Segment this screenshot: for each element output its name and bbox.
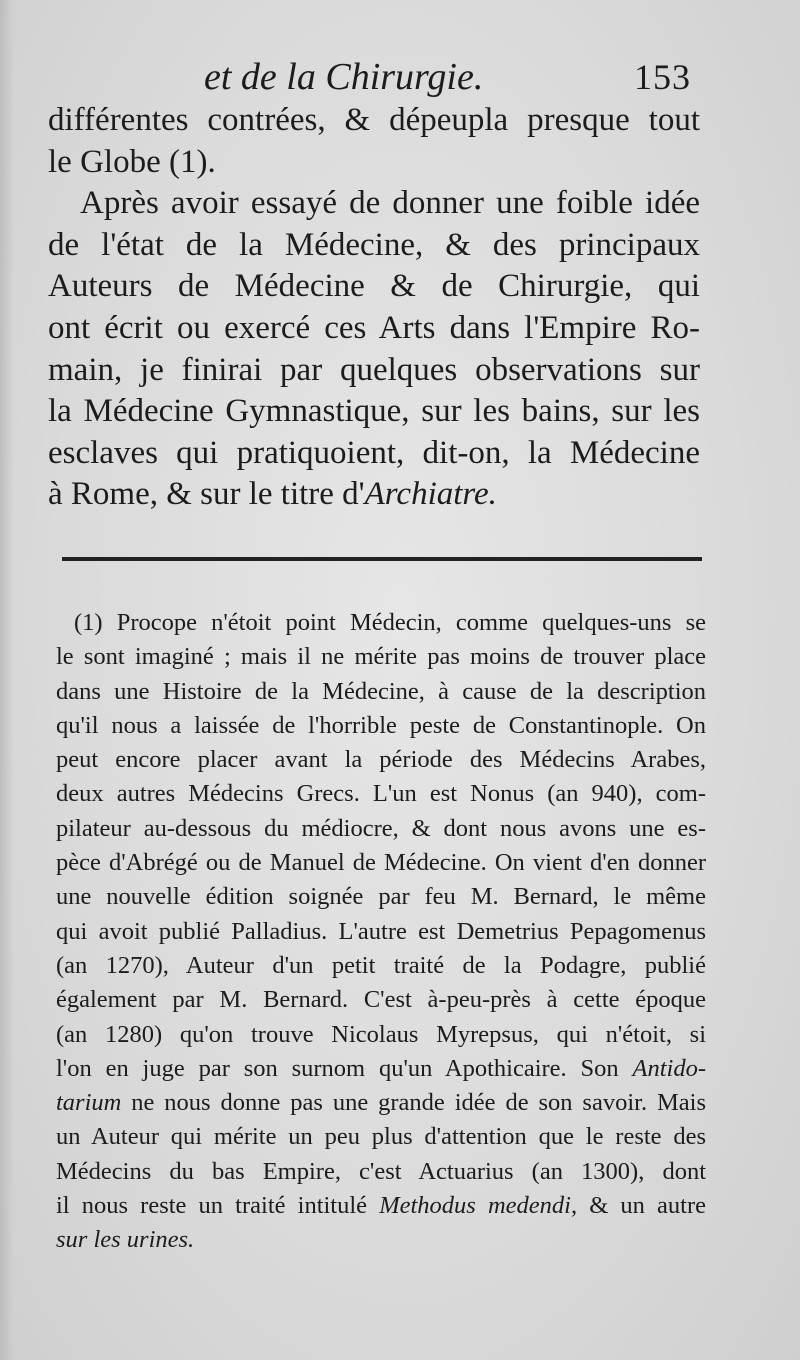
- running-title: et de la Chirurgie.: [204, 56, 484, 98]
- footnote-line: Médecins du bas Empire, c'est Actuarius (an 1300), dont: [56, 1157, 706, 1185]
- footnote-line: qui avoit publié Palladius. L'autre est Demetrius Pepagomenus: [56, 917, 706, 945]
- footnote-line: pilateur au-dessous du médiocre, & dont nous avons une es-: [56, 814, 706, 842]
- italic-term: Antido-: [632, 1054, 706, 1082]
- text-line: le Globe (1).: [48, 143, 216, 180]
- text-line: différentes contrées, & dépeupla presque tout: [48, 102, 700, 138]
- text-span: à Rome, & sur le titre d': [48, 476, 365, 513]
- footnote-line: peut encore placer avant la période des Médecins Arabes,: [56, 746, 706, 774]
- footnote-line: deux autres Médecins Grecs. L'un est Nonus (an 940), com-: [56, 780, 706, 808]
- footnote-line: également par M. Bernard. C'est à-peu-près à cette époque: [56, 986, 706, 1014]
- text-line: la Médecine Gymnastique, sur les bains, sur les: [48, 393, 700, 430]
- text-line: [48, 474, 700, 516]
- footnote-line: [56, 1189, 706, 1223]
- text-line: esclaves qui pratiquoient, dit-on, la Médecine: [48, 434, 700, 471]
- footnote-line: dans une Histoire de la Médecine, à cause de la description: [56, 677, 706, 705]
- italic-term: Methodus medendi: [379, 1192, 571, 1220]
- italic-term: Archiatre.: [364, 476, 497, 513]
- text-line: main, je finirai par quelques observations sur: [48, 351, 700, 388]
- text-span: , & un autre: [570, 1192, 706, 1220]
- text-line: Auteurs de Médecine & de Chirurgie, qui: [48, 268, 700, 305]
- page-number: 153: [634, 57, 691, 97]
- page-edge-shadow: [0, 0, 14, 1360]
- footnote-line: une nouvelle édition soignée par feu M. Bernard, le même: [56, 883, 706, 911]
- text-line: de l'état de la Médecine, & des principaux: [48, 226, 700, 263]
- footnote-line: le sont imaginé ; mais il ne mérite pas moins de trouver place: [56, 643, 706, 671]
- footnote-line: [56, 1052, 706, 1086]
- footnote-line: [56, 1086, 706, 1120]
- footnote-separator-rule: [62, 557, 702, 561]
- italic-term: tarium: [56, 1089, 122, 1117]
- paragraph-first-line: Après avoir essayé de donner une foible idée: [80, 185, 700, 222]
- footnote-line: (an 1270), Auteur d'un petit traité de la Podagre, publié: [56, 951, 706, 979]
- text-span: il nous reste un traité intitulé: [56, 1192, 380, 1220]
- page-header: [0, 52, 800, 102]
- footnote-line: (1) Procope n'étoit point Médecin, comme quelques-uns se: [74, 609, 706, 636]
- text-line: ont écrit ou exercé ces Arts dans l'Empire Ro-: [48, 309, 700, 346]
- text-span: l'on en juge par son surnom qu'un Apothicaire. Son: [56, 1054, 633, 1082]
- footnote-line: un Auteur qui mérite un peu plus d'attention que le reste des: [56, 1123, 706, 1151]
- italic-term: sur les urines.: [56, 1226, 195, 1254]
- main-text: [48, 100, 700, 516]
- text-span: ne nous donne pas une grande idée de son savoir. Mais: [121, 1089, 706, 1117]
- footnote-line: [56, 1223, 706, 1257]
- footnote-line: qu'il nous a laissée de l'horrible peste de Constantinople. On: [56, 711, 706, 739]
- footnote-line: (an 1280) qu'on trouve Nicolaus Myrepsus, qui n'étoit, si: [56, 1020, 706, 1048]
- footnote: [56, 606, 706, 1258]
- footnote-line: pèce d'Abrégé ou de Manuel de Médecine. On vient d'en donner: [56, 849, 706, 877]
